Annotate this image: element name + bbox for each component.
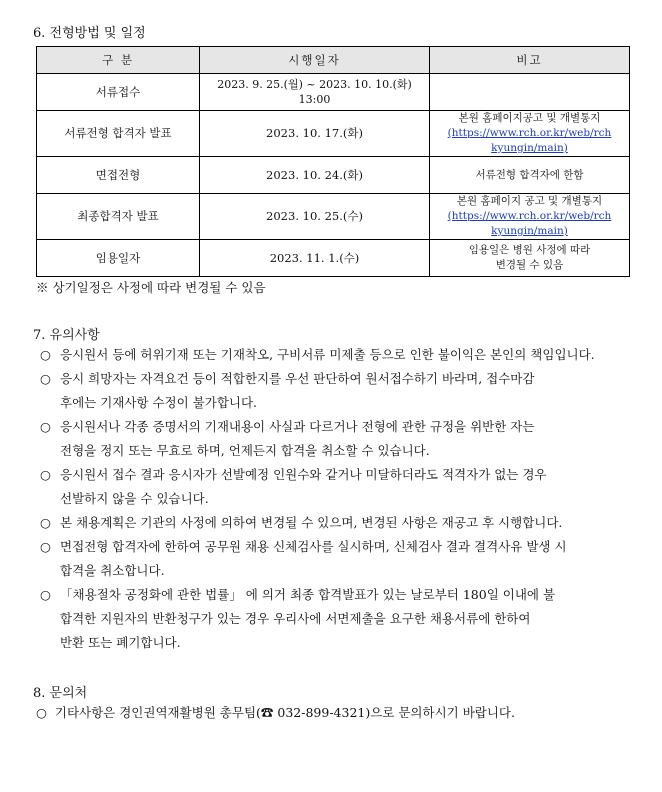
section-6-title: 6. 전형방법 및 일정 <box>33 26 146 41</box>
remark-line: 임용일은 병원 사정에 따라 <box>468 244 591 256</box>
schedule-footnote: ※ 상기일정은 사정에 따라 변경될 수 있음 <box>36 280 266 295</box>
row-date: 2023. 10. 25.(수) <box>200 194 430 240</box>
item-line: 「채용절차 공정화에 관한 법률」 에 의거 최종 합격발표가 있는 날로부터 180일 이내에 불 <box>60 587 556 602</box>
row-date: 2023. 10. 24.(화) <box>200 157 430 194</box>
item-line: 응시 희망자는 자격요건 등이 적합한지를 우선 판단하여 원서접수하기 바라며, 접수마감 <box>60 371 535 386</box>
item-line: 합격한 지원자의 반환청구가 있는 경우 우리사에 서면제출을 요구한 채용서류에 한하여 <box>60 611 531 626</box>
table-row <box>37 240 630 277</box>
remark-line: 본원 홈페이지 공고 및 개별통지 <box>456 195 603 207</box>
homepage-link[interactable]: (https://www.rch.or.kr/web/rch <box>447 127 612 139</box>
row-label: 임용일자 <box>37 240 200 277</box>
list-item <box>36 463 630 511</box>
circle-bullet-icon: ○ <box>40 539 51 554</box>
homepage-link[interactable]: kyungin/main) <box>491 142 568 154</box>
row-label: 최종합격자 발표 <box>37 194 200 240</box>
notice-list <box>36 343 630 655</box>
circle-bullet-icon: ○ <box>36 705 47 720</box>
remark-line: 본원 홈페이지공고 및 개별통지 <box>458 112 601 124</box>
list-item <box>36 583 630 655</box>
contact-text: 기타사항은 경인권역재활병원 총무팀(☎ 032-899-4321)으로 문의하시기 바랍니다. <box>54 705 515 720</box>
row-label: 서류접수 <box>37 74 200 111</box>
row-date: 2023. 11. 1.(수) <box>200 240 430 277</box>
list-item <box>36 367 630 415</box>
row-remark <box>430 194 630 240</box>
section-8-title: 8. 문의처 <box>33 686 88 701</box>
row-remark <box>430 74 630 111</box>
circle-bullet-icon: ○ <box>40 515 51 530</box>
row-date: 2023. 10. 17.(화) <box>200 111 430 157</box>
row-remark: 서류전형 합격자에 한함 <box>430 157 630 194</box>
row-remark <box>430 240 630 277</box>
list-item <box>36 415 630 463</box>
row-date: 2023. 9. 25.(월) ~ 2023. 10. 10.(화) 13:00 <box>200 74 430 111</box>
table-row <box>37 111 630 157</box>
circle-bullet-icon: ○ <box>40 371 51 386</box>
list-item <box>36 535 630 583</box>
table-row <box>37 194 630 240</box>
homepage-link[interactable]: (https://www.rch.or.kr/web/rch <box>447 210 612 222</box>
contact-item <box>36 701 515 725</box>
circle-bullet-icon: ○ <box>40 587 51 602</box>
item-line: 본 채용계획은 기관의 사정에 의하여 변경될 수 있으며, 변경된 사항은 재공고 후 시행합니다. <box>60 515 563 530</box>
item-line: 전형을 정지 또는 무효로 하며, 언제든지 합격을 취소할 수 있습니다. <box>60 443 430 458</box>
remark-line: 변경될 수 있음 <box>495 259 564 271</box>
schedule-table <box>36 46 630 277</box>
header-remark: 비고 <box>430 47 630 74</box>
table-row <box>37 74 630 111</box>
item-line: 응시원서 등에 허위기재 또는 기재착오, 구비서류 미제출 등으로 인한 불이익은 본인의 책임입니다. <box>60 347 595 362</box>
homepage-link[interactable]: kyungin/main) <box>491 225 568 237</box>
item-line: 응시원서 접수 결과 응시자가 선발예정 인원수와 같거나 미달하더라도 적격자가 없는 경우 <box>60 467 547 482</box>
section-7-title: 7. 유의사항 <box>33 328 100 343</box>
item-line: 반환 또는 폐기합니다. <box>60 635 181 650</box>
list-item <box>36 343 630 367</box>
item-line: 후에는 기재사항 수정이 불가합니다. <box>60 395 258 410</box>
table-header-row <box>37 47 630 74</box>
item-line: 합격을 취소합니다. <box>60 563 165 578</box>
item-line: 응시원서나 각종 증명서의 기재내용이 사실과 다르거나 전형에 관한 규정을 위반한 자는 <box>60 419 535 434</box>
header-category: 구 분 <box>37 47 200 74</box>
item-line: 면접전형 합격자에 한하여 공무원 채용 신체검사를 실시하며, 신체검사 결과 결격사유 발생 시 <box>60 539 567 554</box>
row-label: 면접전형 <box>37 157 200 194</box>
circle-bullet-icon: ○ <box>40 419 51 434</box>
circle-bullet-icon: ○ <box>40 467 51 482</box>
header-date: 시행일자 <box>200 47 430 74</box>
list-item <box>36 511 630 535</box>
circle-bullet-icon: ○ <box>40 347 51 362</box>
row-label: 서류전형 합격자 발표 <box>37 111 200 157</box>
row-remark <box>430 111 630 157</box>
item-line: 선발하지 않을 수 있습니다. <box>60 491 209 506</box>
table-row <box>37 157 630 194</box>
